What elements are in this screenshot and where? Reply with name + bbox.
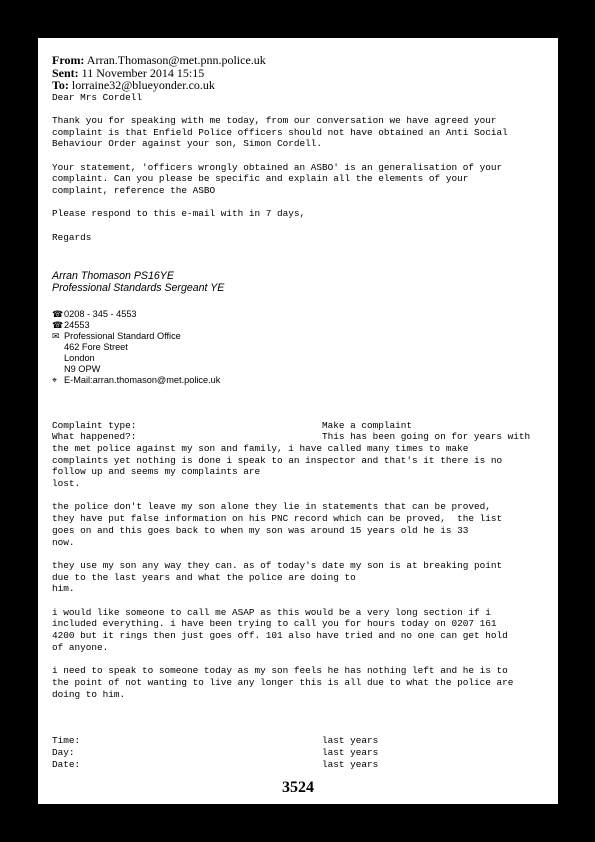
document-content (52, 54, 552, 771)
signature-name: Arran Thomason PS16YE (52, 269, 174, 282)
contact-block (52, 309, 552, 386)
day-row (52, 747, 552, 759)
complaint-type-value: Make a complaint (322, 419, 413, 431)
to-line: To: lorraine32@blueyonder.co.uk (52, 78, 215, 92)
envelope-icon: ✉ (52, 330, 60, 341)
contact-address-3: N9 OPW (64, 363, 101, 374)
contact-phone-2: ☎ 24553 (52, 319, 90, 330)
what-happened-first-line: This has been going on for years with (322, 431, 531, 443)
body-paragraph-1: Thank you for speaking with me today, from our conversation we have agreed your complaint is that Enfield Police officers should not have obtained an Anti Social Behaviour Order against your son, Simon Cordell. (52, 114, 508, 150)
page-number: 3524 (282, 779, 314, 796)
body-paragraph-2: Your statement, 'officers wrongly obtained an ASBO' is an generalisation of your complaint. Can you please be specific and explain all the elements of your complaint, reference the ASBO (52, 161, 503, 197)
from-address: Arran.Thomason@met.pnn.police.uk (86, 53, 266, 67)
what-happened-text: the met police against my son and family, i have called many times to make complaints yet nothing is done i speak to an inspector and that's it there is no follow up and seems my complaints are lost. (52, 442, 503, 490)
contact-office: ✉ Professional Standard Office (52, 330, 181, 341)
contact-address-2: London (64, 352, 95, 363)
greeting: Dear Mrs Cordell (52, 91, 143, 103)
signature-role: Professional Standards Sergeant YE (52, 282, 225, 295)
to-address: lorraine32@blueyonder.co.uk (71, 78, 215, 92)
telephone-icon: ☎ (52, 308, 64, 319)
complaint-paragraph-3: they use my son any way they can. as of today's date my son is at breaking point due to the last years and what the police are doing to him. (52, 559, 503, 595)
document-page (38, 38, 558, 804)
date-row (52, 759, 552, 771)
signature (52, 270, 552, 295)
time-row (52, 735, 552, 747)
time-label: Time: (52, 735, 81, 747)
what-happened-row (52, 431, 552, 443)
contact-phone-1: ☎ 0208 - 345 - 4553 (52, 308, 137, 319)
sent-date: 11 November 2014 15:15 (81, 65, 205, 80)
day-label: Day: (52, 747, 75, 759)
from-line: From: Arran.Thomason@met.pnn.police.uk (52, 53, 266, 67)
date-value: last years (322, 758, 379, 770)
sent-line: Sent: 11 November 2014 15:15 (52, 65, 205, 80)
what-happened-label: What happened?: (52, 431, 137, 443)
contact-address-1: 462 Fore Street (64, 341, 128, 352)
day-value: last years (322, 747, 379, 759)
complaint-paragraph-2: the police don't leave my son alone they lie in statements that can be proved, they have put false information on his PNC record which can be proved, the list goes on and this goes back to when my son was around 15 years old he is 33 now. (52, 501, 503, 548)
complaint-type-label: Complaint type: (52, 419, 137, 431)
body-paragraph-3: Please respond to this e-mail with in 7 days, (52, 208, 306, 220)
complaint-paragraph-4: i would like someone to call me ASAP as this would be a very long section if i included everything. i have been trying to call you for hours today on 0207 161 4200 but it rings then just goes off. 101 also have tried and no one can get hold of anyone. (52, 606, 508, 653)
time-value: last years (322, 735, 379, 747)
complaint-type-row (52, 420, 552, 432)
contact-email: ⌖ E-Mail:arran.thomason@met.police.uk (52, 374, 221, 385)
mouse-icon: ⌖ (52, 374, 58, 385)
telephone-icon: ☎ (52, 319, 64, 330)
email-header (52, 54, 552, 92)
complaint-paragraph-5: i need to speak to someone today as my son feels he has nothing left and he is to the point of not wanting to live any longer this is all due to what the police are doing to him. (52, 665, 514, 700)
regards: Regards (52, 231, 92, 243)
date-label: Date: (52, 758, 81, 770)
